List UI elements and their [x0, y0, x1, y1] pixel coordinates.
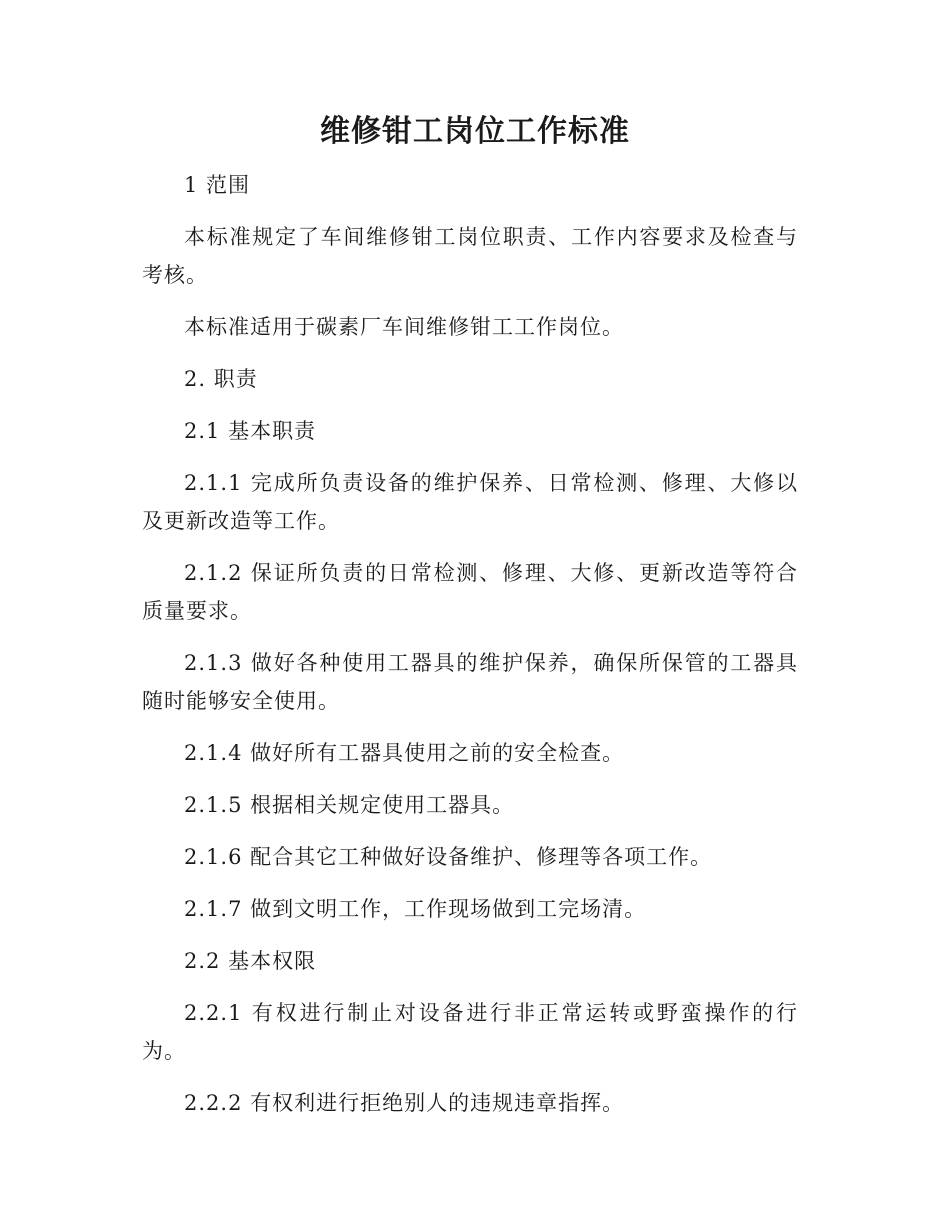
paragraph-basic-duties-heading: 2.1 基本职责	[184, 419, 317, 443]
paragraph-duty-2-1-7: 2.1.7 做到文明工作，工作现场做到工完场清。	[184, 897, 647, 921]
paragraph-authority-2-2-2: 2.2.2 有权利进行拒绝别人的违规违章指挥。	[184, 1091, 625, 1115]
paragraph-duty-2-1-3: 2.1.3 做好各种使用工器具的维护保养，确保所保管的工器具随时能够安全使用。	[142, 651, 798, 713]
document-body	[142, 166, 798, 1122]
paragraph-basic-authority-heading: 2.2 基本权限	[184, 949, 317, 973]
paragraph-authority-2-2-1: 2.2.1 有权进行制止对设备进行非正常运转或野蛮操作的行为。	[142, 1001, 798, 1063]
paragraph-scope-applicability: 本标准适用于碳素厂车间维修钳工工作岗位。	[184, 315, 624, 339]
paragraph-duties-heading: 2. 职责	[184, 367, 258, 391]
document-title: 维修钳工岗位工作标准	[320, 114, 630, 149]
paragraph-scope-heading: 1 范围	[184, 173, 251, 197]
paragraph-duty-2-1-6: 2.1.6 配合其它工种做好设备维护、修理等各项工作。	[184, 845, 713, 869]
paragraph-scope-description: 本标准规定了车间维修钳工岗位职责、工作内容要求及检查与考核。	[142, 225, 798, 287]
paragraph-duty-2-1-4: 2.1.4 做好所有工器具使用之前的安全检查。	[184, 741, 625, 765]
paragraph-duty-2-1-1: 2.1.1 完成所负责设备的维护保养、日常检测、修理、大修以及更新改造等工作。	[142, 471, 798, 533]
paragraph-duty-2-1-5: 2.1.5 根据相关规定使用工器具。	[184, 793, 515, 817]
paragraph-duty-2-1-2: 2.1.2 保证所负责的日常检测、修理、大修、更新改造等符合质量要求。	[142, 561, 798, 623]
